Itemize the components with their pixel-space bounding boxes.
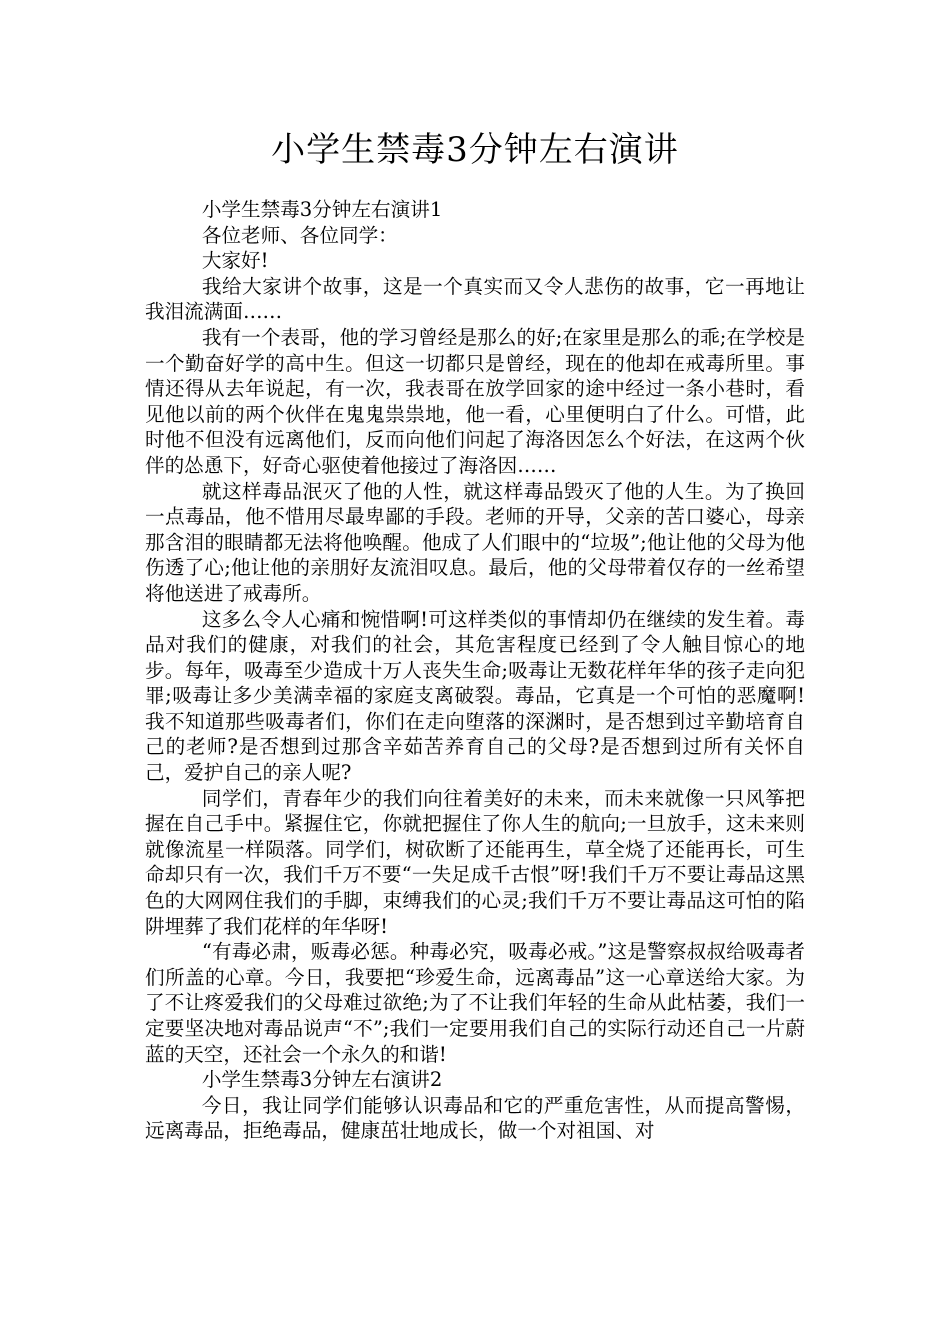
paragraph: “有毒必肃，贩毒必惩。种毒必究，吸毒必戒。”这是警察叔叔给吸毒者们所盖的心章。今日，我要把“珍爱生命，远离毒品”这一心章送给大家。为了不让疼爱我们的父母难过欲绝;为了不让我们年轻的生命从此枯萎，我们一定要坚决地对毒品说声“不”;我们一定要用我们自己的实际行动还自己一片蔚蓝的天空，还社会一个永久的和谐! — [145, 940, 805, 1066]
paragraph: 今日，我让同学们能够认识毒品和它的严重危害性，从而提高警惕，远离毒品，拒绝毒品，健康茁壮地成长，做一个对祖国、对 — [145, 1093, 805, 1143]
section-heading-1: 小学生禁毒3分钟左右演讲1 — [201, 198, 443, 221]
greeting: 大家好! — [201, 249, 269, 273]
paragraph: 我给大家讲个故事，这是一个真实而又令人悲伤的故事，它一再地让我泪流满面…… — [145, 274, 805, 324]
paragraph: 同学们，青春年少的我们向往着美好的未来，而未来就像一只风筝把握在自己手中。紧握住它，你就把握住了你人生的航向;一旦放手，这未来则就像流星一样陨落。同学们，树砍断了还能再生，草全烧了还能再长，可生命却只有一次，我们千万不要“一失足成千古恨”呀!我们千万不要让毒品这黑色的大网网住我们的手脚，束缚我们的心灵;我们千万不要让毒品这可怕的陷阱埋葬了我们花样的年华呀! — [145, 786, 805, 938]
paragraph: 我有一个表哥，他的学习曾经是那么的好;在家里是那么的乖;在学校是一个勤奋好学的高中生。但这一切都只是曾经，现在的他却在戒毒所里。事情还得从去年说起，有一次，我表哥在放学回家的途中经过一条小巷时，看见他以前的两个伙伴在鬼鬼祟祟地，他一看，心里便明白了什么。可惜，此时他不但没有远离他们，反而向他们问起了海洛因怎么个好法，在这两个伙伴的怂恿下，好奇心驱使着他接过了海洛因…… — [145, 325, 805, 477]
paragraph: 这多么令人心痛和惋惜啊!可这样类似的事情却仍在继续的发生着。毒品对我们的健康，对我们的社会，其危害程度已经到了令人触目惊心的地步。每年，吸毒至少造成十万人丧失生命;吸毒让无数花样年华的孩子走向犯罪;吸毒让多少美满幸福的家庭支离破裂。毒品，它真是一个可怕的恶魔啊!我不知道那些吸毒者们，你们在走向堕落的深渊时，是否想到过辛勤培育自己的老师?是否想到过那含辛茹苦养育自己的父母?是否想到过所有关怀自己，爱护自己的亲人呢? — [145, 607, 805, 785]
document-title: 小学生禁毒3分钟左右演讲 — [271, 130, 679, 170]
salutation: 各位老师、各位同学： — [201, 223, 398, 247]
section-heading-2: 小学生禁毒3分钟左右演讲2 — [201, 1068, 443, 1092]
paragraph: 就这样毒品泯灭了他的人性，就这样毒品毁灭了他的人生。为了换回一点毒品，他不惜用尽最卑鄙的手段。老师的开导，父亲的苦口婆心，母亲那含泪的眼睛都无法将他唤醒。他成了人们眼中的“垃圾”;他让他的父母为他伤透了心;他让他的亲朋好友流泪叹息。最后，他的父母带着仅存的一丝希望将他送进了戒毒所。 — [145, 479, 805, 605]
document-body — [145, 197, 805, 1144]
